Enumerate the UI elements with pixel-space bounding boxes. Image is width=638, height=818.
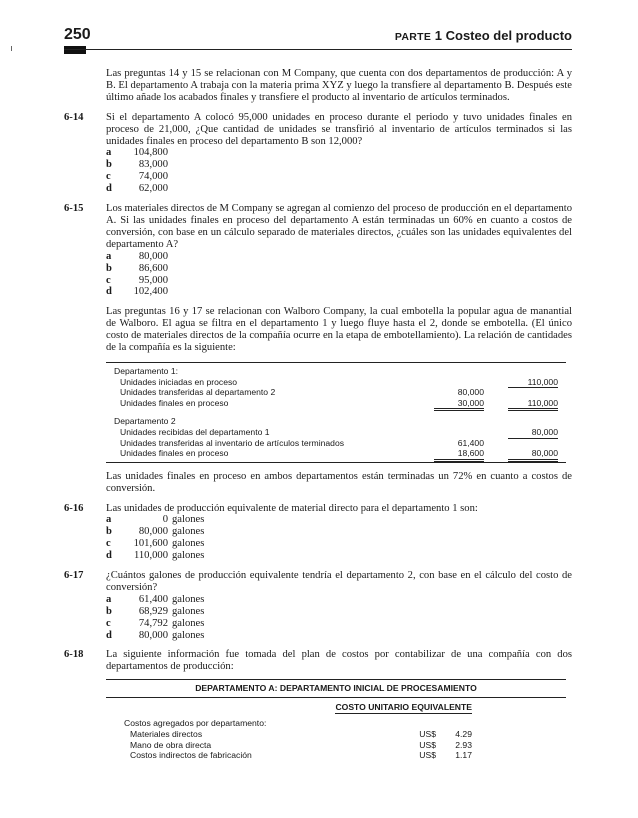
option-list <box>106 514 572 562</box>
option-list <box>106 147 572 195</box>
cost-table-title: DEPARTAMENTO A: DEPARTAMENTO INICIAL DE PROCESAMIENTO <box>106 679 566 698</box>
running-head <box>395 28 572 43</box>
question-number: 6-15 <box>64 203 84 215</box>
part-label: PARTE <box>394 31 432 43</box>
cost-table-subtitle: COSTO UNITARIO EQUIVALENTE <box>335 701 472 712</box>
question-6-17 <box>64 570 572 641</box>
page-header <box>64 26 572 48</box>
option-list <box>106 251 572 299</box>
dept2-title: Departamento 2 <box>114 416 176 427</box>
option-b: b 83,000 <box>106 159 168 171</box>
option-c: c 74,792 galones <box>106 617 205 629</box>
option-b: b 68,929 galones <box>106 605 205 617</box>
header-block-mark <box>64 46 86 54</box>
question-6-18 <box>64 649 572 673</box>
cost-table <box>106 679 566 761</box>
option-b: b 80,000 galones <box>106 526 205 538</box>
table-row: Mano de obra directa US$ 2.93 <box>130 739 472 750</box>
option-a: a 0 galones <box>106 514 205 526</box>
option-d: d 102,400 <box>106 286 168 298</box>
after-table-paragraph: Las unidades finales en proceso en ambos departamentos están terminadas un 72% en cuanto a costos de conversión. <box>106 470 572 494</box>
table-row: Materiales directos US$ 4.29 <box>130 729 472 740</box>
intro-paragraph-14-15: Las preguntas 14 y 15 se relacionan con M Company, que cuenta con dos departamentos de producción: A y B. El departamento A trabaja con la materia prima XYZ y luego la transfiere al departamento B. Después este último añade los acabados finales y transfiere el producto al inventario de artículos terminados. <box>106 68 572 103</box>
question-text: Los materiales directos de M Company se agregan al comienzo del proceso de producción en el departamento A. Si las unidades finales en proceso del departamento A están terminadas un 60% en cuanto a costos de conversión, con base en un cálculo separado de materiales directos, ¿cuáles son las unidades equivalentes del departamento A? <box>106 203 572 250</box>
table-row: Unidades finales en proceso 30,000 110,000 <box>106 398 566 409</box>
question-6-14 <box>64 112 572 195</box>
question-text: La siguiente información fue tomada del plan de costos por contabilizar de una compañía con dos departamentos de producción: <box>106 649 572 673</box>
table-row: Unidades iniciadas en proceso 110,000 <box>120 376 558 387</box>
cost-group-label: Costos agregados por departamento: <box>124 718 267 729</box>
header-rule <box>64 49 572 50</box>
question-number: 6-14 <box>64 111 84 123</box>
page-content <box>64 68 572 761</box>
table-row <box>106 718 566 729</box>
option-a: a 61,400 galones <box>106 593 205 605</box>
option-a: a 80,000 <box>106 250 168 262</box>
option-d: d 62,000 <box>106 183 168 195</box>
dept1-title: Departamento 1: <box>114 365 179 376</box>
option-a: a 104,800 <box>106 147 168 159</box>
table-row: Unidades transferidas al inventario de artículos terminados 61,400 <box>120 437 484 448</box>
part-title: 1 Costeo del producto <box>431 28 572 43</box>
units-table <box>106 362 566 463</box>
table-row: Costos indirectos de fabricación US$ 1.17 <box>130 750 472 761</box>
table-row: Unidades recibidas del departamento 1 80,000 <box>120 426 558 437</box>
question-text: ¿Cuántos galones de producción equivalente tendría el departamento 2, con base en el cálculo del costo de conversión? <box>106 570 572 593</box>
question-number: 6-16 <box>64 502 84 514</box>
question-6-16 <box>64 503 572 563</box>
question-text: Si el departamento A colocó 95,000 unidades en proceso durante el periodo y tuvo unidades finales en proceso de 21,000, ¿Que cantidad de unidades se transfirió al inventario de artículos terminados si las unidades finales en proceso del departamento B son 12,000? <box>106 111 572 147</box>
margin-mark <box>11 46 12 51</box>
intro-paragraph-16-17: Las preguntas 16 y 17 se relacionan con Walboro Company, la cual embotella la popular agua de manantial de Walboro. El agua se filtra en el departamento 1 y luego fluye hasta el 2, donde se embotella. (El único costo de materiales directos de la compañía ocurre en la etapa de embotellamiento). La relación de cantidades de la compañía es la siguiente: <box>106 306 572 354</box>
option-c: c 95,000 <box>106 274 168 286</box>
option-c: c 101,600 galones <box>106 538 205 550</box>
option-d: d 110,000 galones <box>106 550 205 562</box>
page-number: 250 <box>64 26 91 43</box>
table-row <box>106 366 566 377</box>
option-d: d 80,000 galones <box>106 629 205 641</box>
question-number: 6-18 <box>64 649 84 661</box>
table-row: Unidades finales en proceso 18,600 80,000 <box>106 448 566 459</box>
table-row <box>106 416 566 427</box>
question-number: 6-17 <box>64 570 84 582</box>
table-row: Unidades transferidas al departamento 2 80,000 <box>120 387 484 398</box>
option-b: b 86,600 <box>106 262 168 274</box>
option-list <box>106 594 572 642</box>
option-c: c 74,000 <box>106 171 168 183</box>
question-text: Las unidades de producción equivalente de material directo para el departamento 1 son: <box>106 502 478 514</box>
question-6-15 <box>64 203 572 298</box>
